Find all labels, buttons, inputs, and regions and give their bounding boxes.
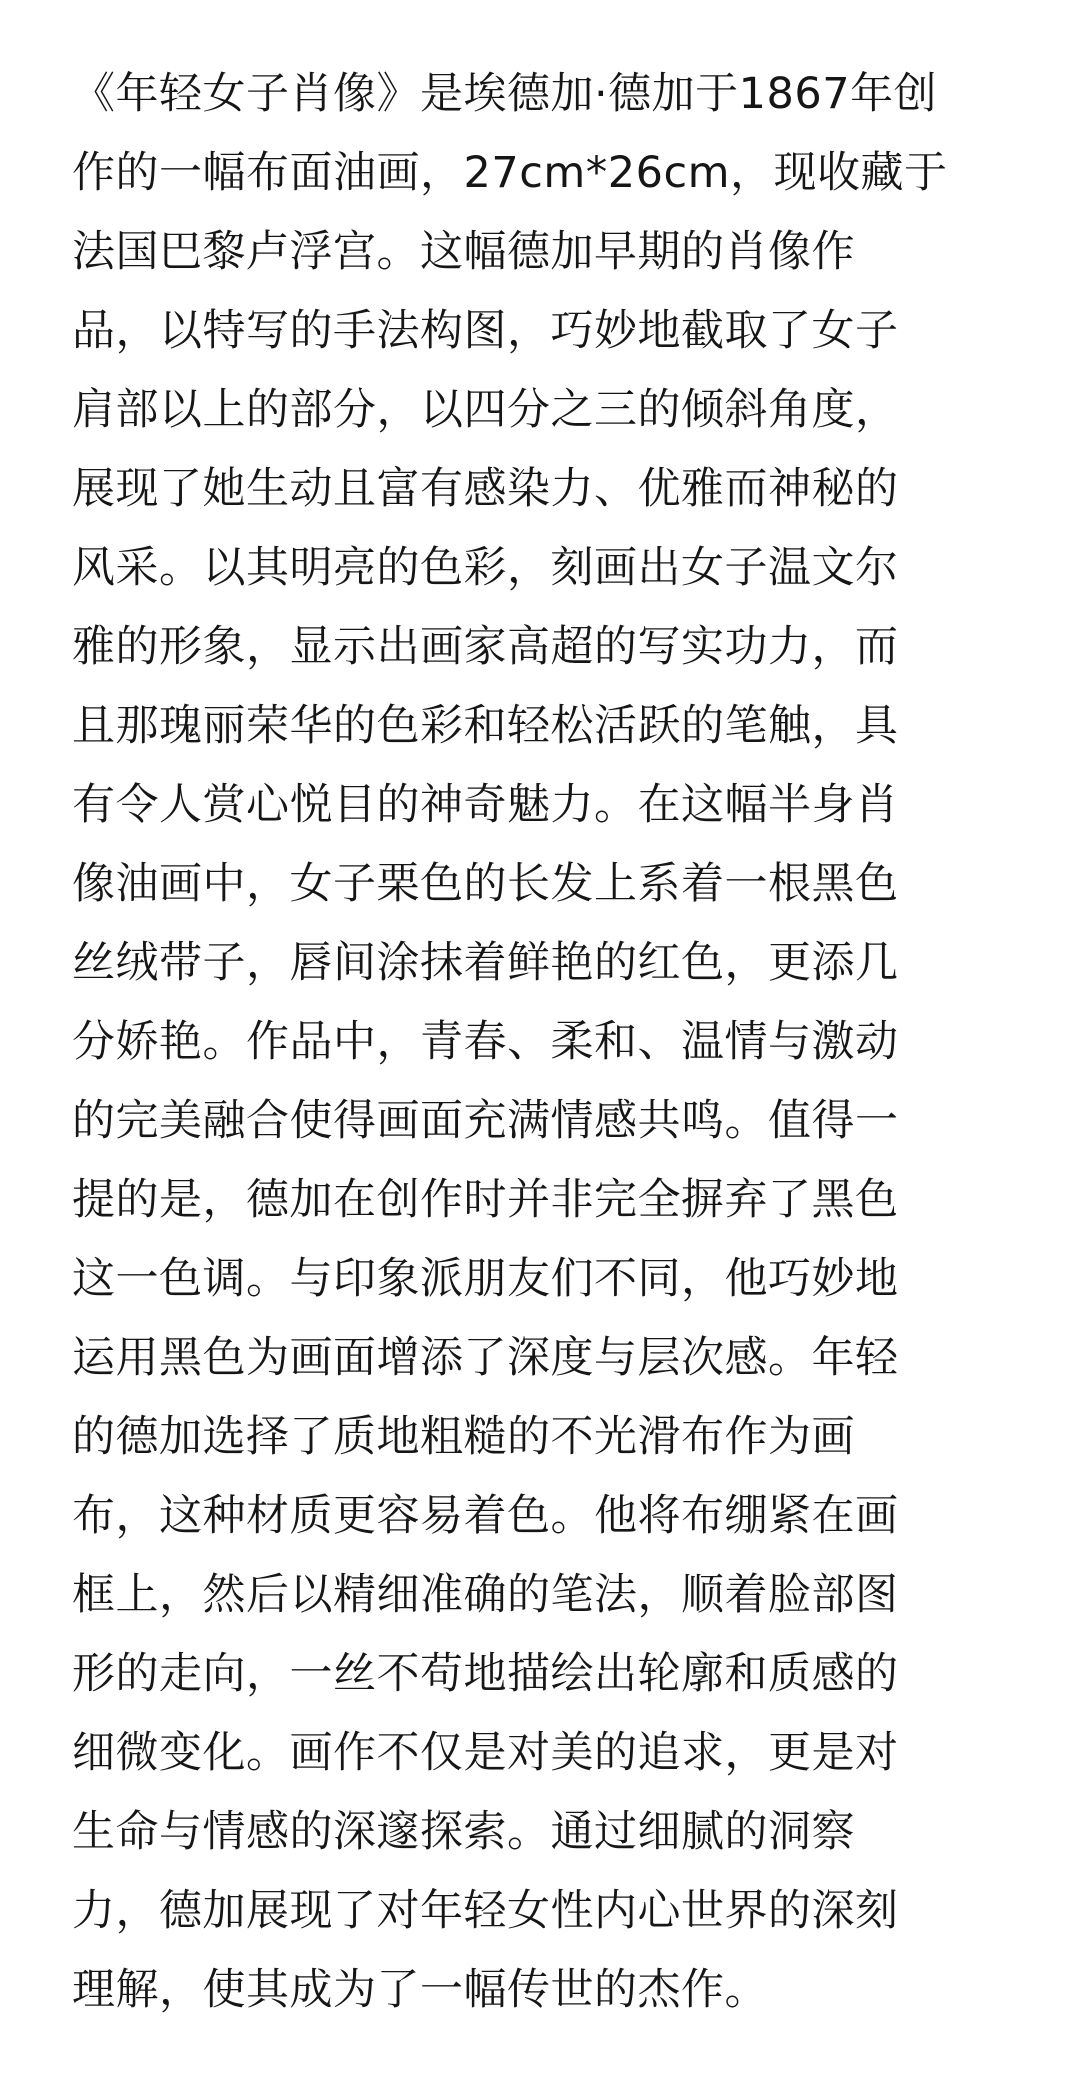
- text-line: 力，德加展现了对年轻女性内心世界的深刻: [72, 1886, 899, 1936]
- text-line: 理解，使其成为了一幅传世的杰作。: [72, 1965, 768, 2015]
- text-line: 法国巴黎卢浮宫。这幅德加早期的肖像作: [72, 227, 855, 277]
- text-line: 肩部以上的部分，以四分之三的倾斜角度，: [72, 385, 899, 435]
- text-line: 有令人赏心悦目的神奇魅力。在这幅半身肖: [72, 780, 899, 830]
- text-line: 丝绒带子，唇间涂抹着鲜艳的红色，更添几: [72, 938, 899, 988]
- text-line: 运用黑色为画面增添了深度与层次感。年轻: [72, 1333, 899, 1383]
- text-line: 风采。以其明亮的色彩，刻画出女子温文尔: [72, 543, 899, 593]
- text-line: 且那瑰丽荣华的色彩和轻松活跃的笔触，具: [72, 701, 899, 751]
- text-line: 展现了她生动且富有感染力、优雅而神秘的: [72, 464, 899, 514]
- text-line: 布，这种材质更容易着色。他将布绷紧在画: [72, 1491, 899, 1541]
- text-line: 作的一幅布面油画，27cm*26cm，现收藏于: [72, 148, 948, 198]
- text-line: 的完美融合使得画面充满情感共鸣。值得一: [72, 1096, 899, 1146]
- text-line: 分娇艳。作品中，青春、柔和、温情与激动: [72, 1017, 899, 1067]
- text-line: 雅的形象，显示出画家高超的写实功力，而: [72, 622, 899, 672]
- text-line: 细微变化。画作不仅是对美的追求，更是对: [72, 1728, 899, 1778]
- text-line: 框上，然后以精细准确的笔法，顺着脸部图: [72, 1570, 899, 1620]
- text-line: 这一色调。与印象派朋友们不同，他巧妙地: [72, 1254, 899, 1304]
- text-line: 《年轻女子肖像》是埃德加·德加于1867年创: [72, 69, 938, 119]
- text-line: 提的是，德加在创作时并非完全摒弃了黑色: [72, 1175, 899, 1225]
- text-line: 像油画中，女子栗色的长发上系着一根黑色: [72, 859, 899, 909]
- text-line: 形的走向，一丝不苟地描绘出轮廓和质感的: [72, 1649, 899, 1699]
- text-line: 品，以特写的手法构图，巧妙地截取了女子: [72, 306, 899, 356]
- text-line: 的德加选择了质地粗糙的不光滑布作为画: [72, 1412, 855, 1462]
- text-line: 生命与情感的深邃探索。通过细腻的洞察: [72, 1807, 855, 1857]
